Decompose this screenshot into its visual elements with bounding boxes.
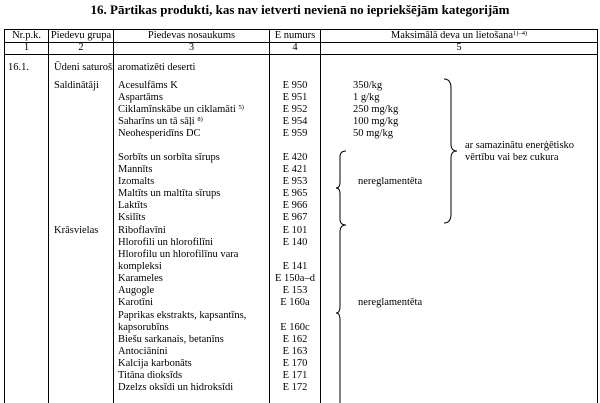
header-max-dose-text: Maksimālā deva un lietošana [390, 30, 514, 41]
e-number: E 952 [282, 104, 308, 115]
e-number: E 951 [282, 92, 308, 103]
col-divider-2 [113, 29, 114, 403]
e-number: E 959 [282, 128, 308, 139]
footnote-ref: 8) [197, 116, 203, 123]
column-number-divider [4, 54, 597, 55]
header-nr: Nr.p.k. [12, 30, 41, 41]
e-number: E 153 [282, 285, 308, 296]
header-max-dose [321, 30, 597, 42]
e-number: E 954 [282, 116, 308, 127]
list-item: kapsorubīns [118, 322, 169, 333]
group-colors: Krāsvielas [54, 225, 99, 236]
colnum-5: 5 [456, 42, 462, 53]
e-number: E 965 [282, 188, 308, 199]
colnum-4: 4 [292, 42, 298, 53]
list-item [118, 116, 203, 128]
list-item: Kalcija karbonāts [118, 358, 192, 369]
section-name: Ūdeni saturoši aromatizēti deserti [54, 62, 196, 73]
colnum-1: 1 [23, 42, 30, 53]
colors-brace [336, 224, 348, 403]
colors-note: nereglamentēta [358, 297, 423, 308]
list-item: Maltīts un maltīta sīrups [118, 188, 221, 199]
list-item: Biešu sarkanais, betanīns [118, 334, 224, 345]
list-item: Hlorofilu un hlorofilīnu vara [118, 249, 239, 260]
item-name: Ciklamīnskābe un ciklamāti [118, 104, 236, 115]
e-number: E 172 [282, 382, 308, 393]
e-number: E 150a–d [275, 273, 315, 284]
list-item: Laktīts [118, 200, 148, 211]
list-item: Karameles [118, 273, 163, 284]
e-number: E 420 [282, 152, 308, 163]
e-number: E 950 [282, 80, 308, 91]
e-number: E 421 [282, 164, 308, 175]
e-number: E 171 [282, 370, 308, 381]
list-item: Hlorofili un hlorofilīni [118, 237, 214, 248]
header-name: Piedevas nosaukums [147, 30, 236, 41]
list-item: Augogle [118, 285, 155, 296]
list-item: Paprikas ekstrakts, kapsantīns, [118, 310, 247, 321]
list-item: Neohesperidīns DC [118, 128, 201, 139]
list-item: Titāna dioksīds [118, 370, 183, 381]
e-number: E 170 [282, 358, 308, 369]
table-left-border [4, 29, 5, 403]
e-number: E 160c [280, 322, 310, 333]
item-name: Saharīns un tā sāļi [118, 116, 195, 127]
list-item: Dzelzs oksīdi un hidroksīdi [118, 382, 234, 393]
header-e-number: E numurs [274, 30, 316, 41]
sweeteners-note-line2: vērtību vai bez cukura [465, 152, 559, 163]
e-number: E 101 [282, 225, 308, 236]
e-number: E 953 [282, 176, 308, 187]
group-sweeteners: Saldinātāji [54, 80, 99, 91]
e-number: E 141 [282, 261, 308, 272]
header-max-dose-sup: 1)–4) [513, 30, 528, 37]
section-number: 16.1. [8, 62, 29, 73]
polyols-brace [336, 150, 348, 226]
list-item: Ksilīts [118, 212, 146, 223]
list-item [118, 104, 244, 116]
footnote-ref: 5) [238, 104, 244, 111]
dose: 100 mg/kg [353, 116, 399, 127]
e-number: E 967 [282, 212, 308, 223]
e-number: E 966 [282, 200, 308, 211]
dose: 350/kg [353, 80, 383, 91]
e-number: E 160a [280, 297, 310, 308]
polyols-note: nereglamentēta [358, 176, 423, 187]
col-divider-1 [48, 29, 49, 403]
table-right-border [597, 29, 598, 403]
list-item: Riboflavīni [118, 225, 166, 236]
e-number: E 140 [282, 237, 308, 248]
list-item: Acesulfāms K [118, 80, 178, 91]
col-divider-4 [320, 29, 321, 403]
e-number: E 163 [282, 346, 308, 357]
list-item: Izomalts [118, 176, 155, 187]
list-item: Aspartāms [118, 92, 163, 103]
list-item: Karotīni [118, 297, 153, 308]
list-item: kompleksi [118, 261, 162, 272]
dose: 250 mg/kg [353, 104, 399, 115]
sweeteners-note-line1: ar samazinātu enerģētisko [465, 140, 575, 151]
colnum-3: 3 [188, 42, 195, 53]
e-number: E 162 [282, 334, 308, 345]
list-item: Mannīts [118, 164, 153, 175]
page-title: 16. Pārtikas produkti, kas nav ietverti nevienā no iepriekšējām kategorijām [90, 2, 510, 17]
sweeteners-brace [442, 78, 458, 224]
colnum-2: 2 [78, 42, 84, 53]
dose: 50 mg/kg [353, 128, 393, 139]
header-group: Piedevu grupa [50, 30, 112, 41]
dose: 1 g/kg [353, 92, 380, 103]
list-item: Sorbīts un sorbīta sīrups [118, 152, 220, 163]
list-item: Antociāníni [118, 346, 168, 357]
